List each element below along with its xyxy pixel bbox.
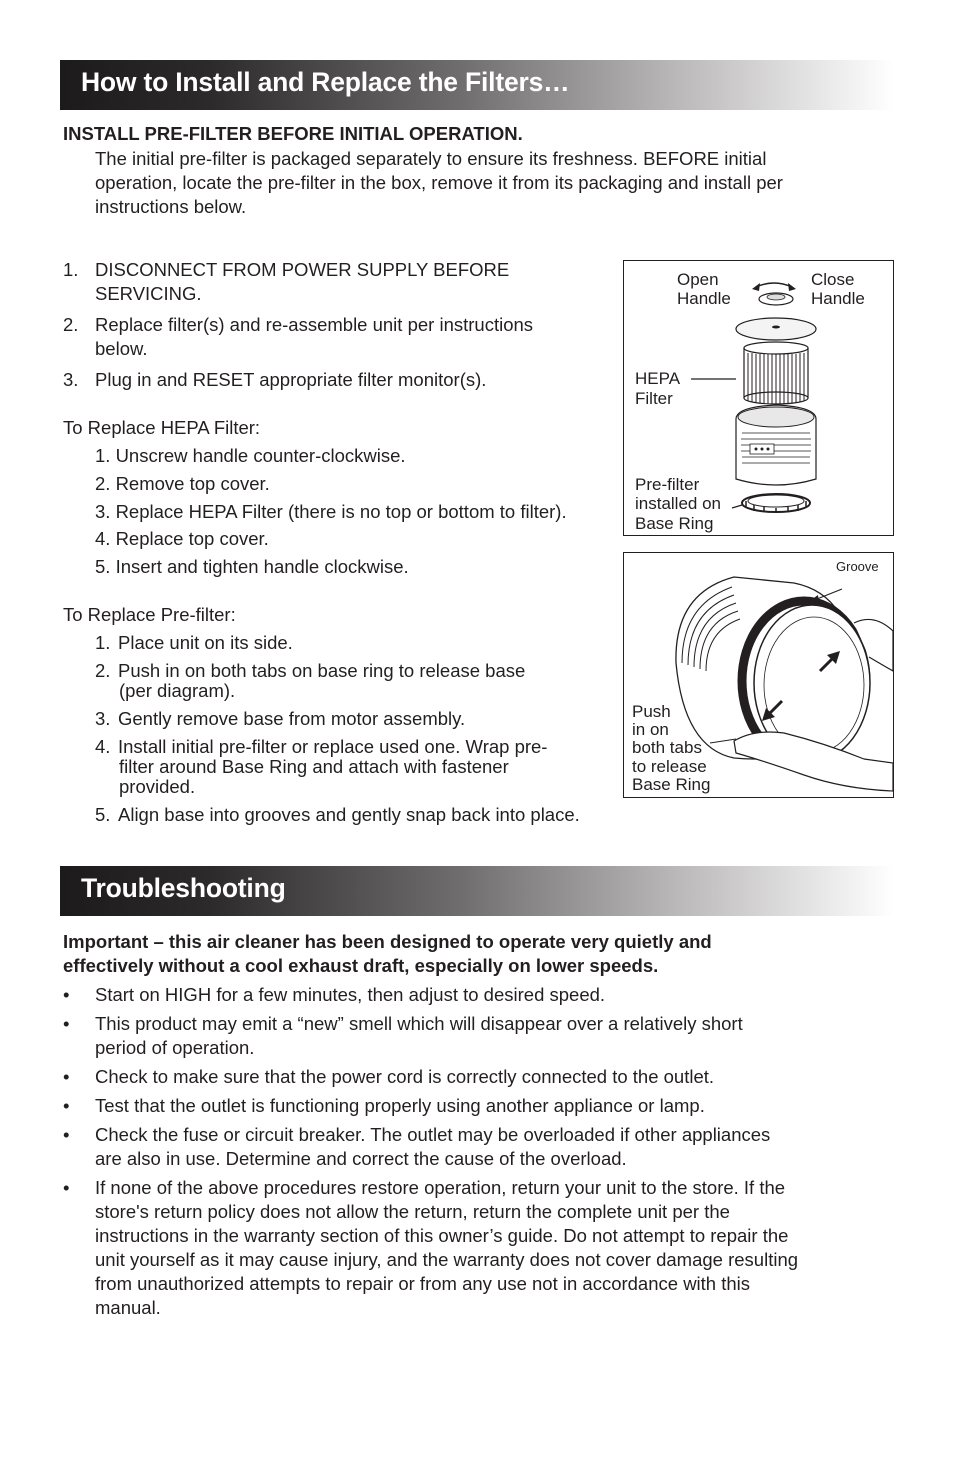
- bullet: •: [63, 984, 70, 1005]
- bullet: •: [63, 1066, 70, 1087]
- prefilter-title: To Replace Pre-filter:: [63, 604, 236, 625]
- bullet: •: [63, 1095, 70, 1116]
- step-text: SERVICING.: [95, 283, 202, 304]
- prefilter-step-number: 2.: [95, 660, 111, 681]
- notice-title: INSTALL PRE-FILTER BEFORE INITIAL OPERATION.: [63, 123, 523, 144]
- important-note: effectively without a cool exhaust draft, especially on lower speeds.: [63, 955, 659, 976]
- hepa-step: 5. Insert and tighten handle clockwise.: [95, 556, 409, 577]
- step-number: 2.: [63, 314, 79, 335]
- prefilter-step-text: Gently remove base from motor assembly.: [118, 708, 466, 729]
- bullet-text: store's return policy does not allow the return, return the complete unit per the: [95, 1201, 730, 1222]
- push-tabs-label: in on: [632, 720, 669, 739]
- bullet-text: Test that the outlet is functioning properly using another appliance or lamp.: [95, 1095, 705, 1116]
- bullet-text: unit yourself as it may cause injury, and the warranty does not cover damage resulting: [95, 1249, 799, 1270]
- bullet-text: manual.: [95, 1297, 161, 1318]
- bullet: •: [63, 1013, 70, 1034]
- base-ring-removal-diagram: [623, 552, 894, 798]
- bullet-text: This product may emit a “new” smell which will disappear over a relatively short: [95, 1013, 743, 1034]
- bullet: •: [63, 1177, 70, 1198]
- important-note: Important – this air cleaner has been designed to operate very quietly and: [63, 931, 712, 952]
- notice-line: The initial pre-filter is packaged separately to ensure its freshness. BEFORE initial: [95, 148, 767, 169]
- step-number: 1.: [63, 259, 79, 280]
- bullet-text: from unauthorized attempts to repair or from any use not in accordance with this: [95, 1273, 751, 1294]
- prefilter-step-text: filter around Base Ring and attach with fastener: [119, 756, 509, 777]
- install-section-header: [60, 60, 894, 110]
- push-tabs-label: to release: [632, 757, 707, 776]
- hepa-step: 1. Unscrew handle counter-clockwise.: [95, 445, 406, 466]
- install-heading: How to Install and Replace the Filters…: [81, 67, 570, 97]
- prefilter-step-text: Push in on both tabs on base ring to release base: [118, 660, 526, 681]
- prefilter-step-text: provided.: [119, 776, 196, 797]
- bullet-text: Start on HIGH for a few minutes, then adjust to desired speed.: [95, 984, 606, 1005]
- notice-line: operation, locate the pre-filter in the box, remove it from its packaging and install per: [95, 172, 783, 193]
- prefilter-step-number: 4.: [95, 736, 111, 757]
- push-tabs-label: Base Ring: [632, 775, 711, 794]
- prefilter-step-text: (per diagram).: [119, 680, 236, 701]
- open-handle-label: Open: [677, 270, 719, 289]
- hepa-filter-label: HEPA: [635, 369, 681, 388]
- bullet-text: period of operation.: [95, 1037, 255, 1058]
- push-tabs-label: Push: [632, 702, 671, 721]
- notice-line: instructions below.: [95, 196, 247, 217]
- prefilter-step-text: Align base into grooves and gently snap back into place.: [118, 804, 580, 825]
- prefilter-step-text: Place unit on its side.: [118, 632, 293, 653]
- hepa-title: To Replace HEPA Filter:: [63, 417, 261, 438]
- open-handle-label: Handle: [677, 289, 731, 308]
- prefilter-step-number: 5.: [95, 804, 111, 825]
- bullet-text: If none of the above procedures restore operation, return your unit to the store. If the: [95, 1177, 786, 1198]
- step-text: DISCONNECT FROM POWER SUPPLY BEFORE: [95, 259, 510, 280]
- prefilter-step-number: 1.: [95, 632, 111, 653]
- troubleshooting-heading: Troubleshooting: [81, 873, 286, 903]
- step-text: Replace filter(s) and re-assemble unit per instructions: [95, 314, 534, 335]
- bullet-text: instructions in the warranty section of this owner’s guide. Do not attempt to repair the: [95, 1225, 789, 1246]
- hepa-step: 3. Replace HEPA Filter (there is no top or bottom to filter).: [95, 501, 567, 522]
- troubleshooting-section-header: [60, 866, 894, 916]
- prefilter-label: Pre-filter: [635, 475, 700, 494]
- close-handle-label: Close: [811, 270, 855, 289]
- prefilter-step-number: 3.: [95, 708, 111, 729]
- bullet: •: [63, 1124, 70, 1145]
- bullet-text: Check the fuse or circuit breaker. The outlet may be overloaded if other appliances: [95, 1124, 771, 1145]
- close-handle-label: Handle: [811, 289, 865, 308]
- push-tabs-label: both tabs: [632, 738, 702, 757]
- prefilter-label: installed on: [635, 494, 722, 513]
- hepa-step: 4. Replace top cover.: [95, 528, 269, 549]
- prefilter-label: Base Ring: [635, 514, 714, 533]
- step-number: 3.: [63, 369, 79, 390]
- bullet-text: are also in use. Determine and correct the cause of the overload.: [95, 1148, 627, 1169]
- filter-assembly-diagram: [623, 260, 894, 536]
- groove-label: Groove: [836, 559, 879, 574]
- hepa-step: 2. Remove top cover.: [95, 473, 270, 494]
- prefilter-step-text: Install initial pre-filter or replace used one. Wrap pre-: [118, 736, 548, 757]
- step-text: below.: [95, 338, 148, 359]
- step-text: Plug in and RESET appropriate filter monitor(s).: [95, 369, 487, 390]
- hepa-filter-label: Filter: [635, 389, 673, 408]
- bullet-text: Check to make sure that the power cord is correctly connected to the outlet.: [95, 1066, 715, 1087]
